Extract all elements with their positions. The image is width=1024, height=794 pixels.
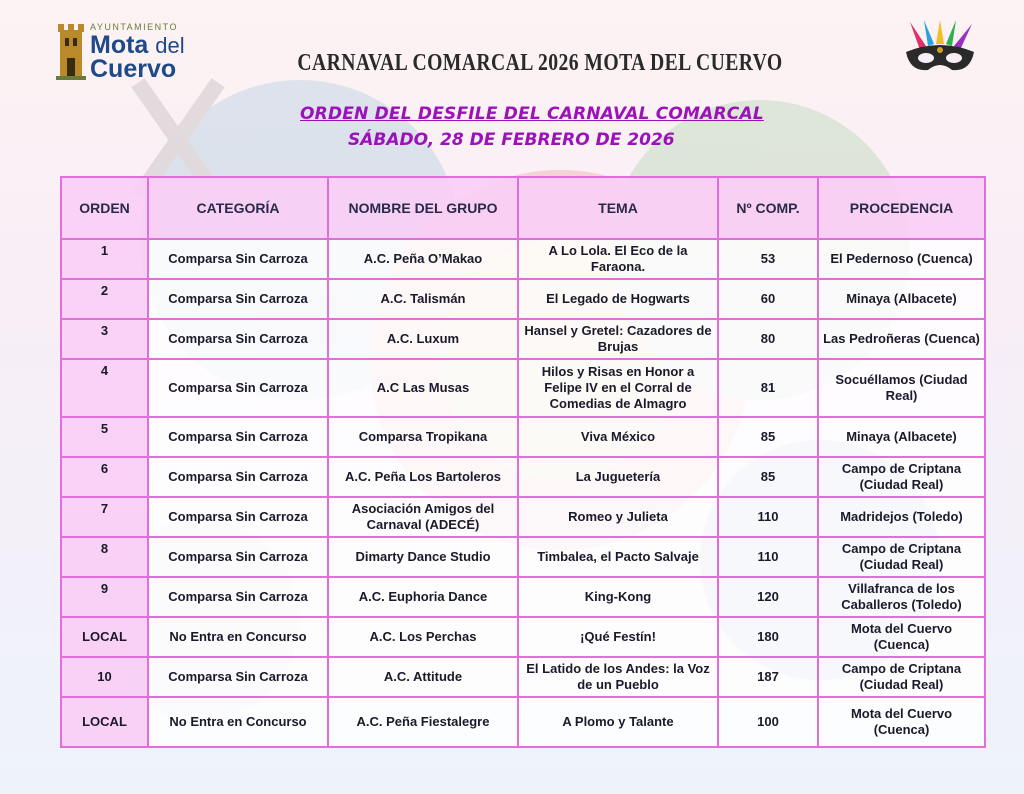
table-row — [61, 577, 985, 617]
cell-orden: LOCAL — [61, 697, 148, 747]
header-tema: TEMA — [518, 177, 718, 239]
cell-orden: 4 — [61, 359, 148, 417]
cell-num-componentes: 60 — [718, 279, 818, 319]
table-row — [61, 657, 985, 697]
carnival-mask-icon — [900, 20, 980, 80]
cell-orden: 5 — [61, 417, 148, 457]
cell-tema: Timbalea, el Pacto Salvaje — [518, 537, 718, 577]
cell-categoria: Comparsa Sin Carroza — [148, 577, 328, 617]
castle-tower-icon — [56, 20, 86, 80]
cell-nombre-grupo: A.C. Euphoria Dance — [328, 577, 518, 617]
cell-procedencia: Mota del Cuervo (Cuenca) — [818, 617, 985, 657]
cell-nombre-grupo: Asociación Amigos del Carnaval (ADECÉ) — [328, 497, 518, 537]
table-row — [61, 497, 985, 537]
cell-orden: 6 — [61, 457, 148, 497]
table-row — [61, 279, 985, 319]
cell-orden: 9 — [61, 577, 148, 617]
logo-line2: Cuervo — [90, 55, 177, 83]
cell-orden: 8 — [61, 537, 148, 577]
cell-num-componentes: 85 — [718, 417, 818, 457]
cell-categoria: Comparsa Sin Carroza — [148, 497, 328, 537]
cell-nombre-grupo: A.C. Peña Fiestalegre — [328, 697, 518, 747]
table-row — [61, 617, 985, 657]
cell-num-componentes: 110 — [718, 497, 818, 537]
cell-categoria: No Entra en Concurso — [148, 697, 328, 747]
cell-procedencia: Minaya (Albacete) — [818, 279, 985, 319]
cell-num-componentes: 85 — [718, 457, 818, 497]
cell-num-componentes: 80 — [718, 319, 818, 359]
cell-procedencia: Campo de Criptana (Ciudad Real) — [818, 457, 985, 497]
cell-procedencia: Madridejos (Toledo) — [818, 497, 985, 537]
cell-orden: 10 — [61, 657, 148, 697]
cell-orden: 3 — [61, 319, 148, 359]
cell-tema: El Latido de los Andes: la Voz de un Pueblo — [518, 657, 718, 697]
cell-orden: 2 — [61, 279, 148, 319]
table-row — [61, 457, 985, 497]
cell-categoria: Comparsa Sin Carroza — [148, 417, 328, 457]
cell-procedencia: Mota del Cuervo (Cuenca) — [818, 697, 985, 747]
cell-procedencia: Campo de Criptana (Ciudad Real) — [818, 537, 985, 577]
cell-categoria: Comparsa Sin Carroza — [148, 239, 328, 279]
cell-nombre-grupo: A.C. Attitude — [328, 657, 518, 697]
logo-mota: Mota — [90, 31, 149, 59]
cell-num-componentes: 180 — [718, 617, 818, 657]
cell-num-componentes: 100 — [718, 697, 818, 747]
header-procedencia: PROCEDENCIA — [818, 177, 985, 239]
cell-categoria: Comparsa Sin Carroza — [148, 279, 328, 319]
cell-tema: King-Kong — [518, 577, 718, 617]
table-row — [61, 417, 985, 457]
cell-num-componentes: 187 — [718, 657, 818, 697]
cell-tema: La Juguetería — [518, 457, 718, 497]
logo-small-text: AYUNTAMIENTO — [90, 22, 179, 32]
parade-date: SÁBADO, 28 DE FEBRERO DE 2026 — [348, 130, 675, 150]
header-orden: ORDEN — [61, 177, 148, 239]
cell-nombre-grupo: A.C Las Musas — [328, 359, 518, 417]
cell-orden: LOCAL — [61, 617, 148, 657]
parade-order-table — [60, 176, 986, 748]
cell-tema: A Plomo y Talante — [518, 697, 718, 747]
cell-orden: 1 — [61, 239, 148, 279]
cell-nombre-grupo: A.C. Peña O’Makao — [328, 239, 518, 279]
cell-categoria: Comparsa Sin Carroza — [148, 657, 328, 697]
table-row — [61, 537, 985, 577]
cell-tema: Hansel y Gretel: Cazadores de Brujas — [518, 319, 718, 359]
cell-tema: A Lo Lola. El Eco de la Faraona. — [518, 239, 718, 279]
header-nombre-grupo: NOMBRE DEL GRUPO — [328, 177, 518, 239]
cell-procedencia: Campo de Criptana (Ciudad Real) — [818, 657, 985, 697]
cell-tema: ¡Qué Festín! — [518, 617, 718, 657]
cell-procedencia: Socuéllamos (Ciudad Real) — [818, 359, 985, 417]
cell-nombre-grupo: A.C. Los Perchas — [328, 617, 518, 657]
cell-num-componentes: 53 — [718, 239, 818, 279]
parade-order-heading: ORDEN DEL DESFILE DEL CARNAVAL COMARCAL — [300, 104, 764, 124]
cell-procedencia: Minaya (Albacete) — [818, 417, 985, 457]
logo-del: del — [155, 33, 185, 58]
table-row — [61, 697, 985, 747]
table-row — [61, 359, 985, 417]
cell-orden: 7 — [61, 497, 148, 537]
cell-tema: Romeo y Julieta — [518, 497, 718, 537]
cell-categoria: Comparsa Sin Carroza — [148, 457, 328, 497]
cell-categoria: No Entra en Concurso — [148, 617, 328, 657]
cell-tema: Viva México — [518, 417, 718, 457]
cell-tema: El Legado de Hogwarts — [518, 279, 718, 319]
header-categoria: CATEGORÍA — [148, 177, 328, 239]
table-header-row — [61, 177, 985, 239]
cell-procedencia: El Pedernoso (Cuenca) — [818, 239, 985, 279]
cell-categoria: Comparsa Sin Carroza — [148, 537, 328, 577]
header-num-componentes: Nº COMP. — [718, 177, 818, 239]
table-row — [61, 319, 985, 359]
cell-nombre-grupo: Comparsa Tropikana — [328, 417, 518, 457]
cell-nombre-grupo: A.C. Peña Los Bartoleros — [328, 457, 518, 497]
cell-num-componentes: 81 — [718, 359, 818, 417]
cell-categoria: Comparsa Sin Carroza — [148, 359, 328, 417]
cell-procedencia: Villafranca de los Caballeros (Toledo) — [818, 577, 985, 617]
table-row — [61, 239, 985, 279]
cell-tema: Hilos y Risas en Honor a Felipe IV en el Corral de Comedias de Almagro — [518, 359, 718, 417]
cell-num-componentes: 110 — [718, 537, 818, 577]
cell-nombre-grupo: A.C. Luxum — [328, 319, 518, 359]
municipality-logo — [56, 18, 186, 84]
page-title: CARNAVAL COMARCAL 2026 MOTA DEL CUERVO — [297, 50, 783, 76]
cell-nombre-grupo: Dimarty Dance Studio — [328, 537, 518, 577]
cell-procedencia: Las Pedroñeras (Cuenca) — [818, 319, 985, 359]
cell-num-componentes: 120 — [718, 577, 818, 617]
cell-nombre-grupo: A.C. Talismán — [328, 279, 518, 319]
cell-categoria: Comparsa Sin Carroza — [148, 319, 328, 359]
